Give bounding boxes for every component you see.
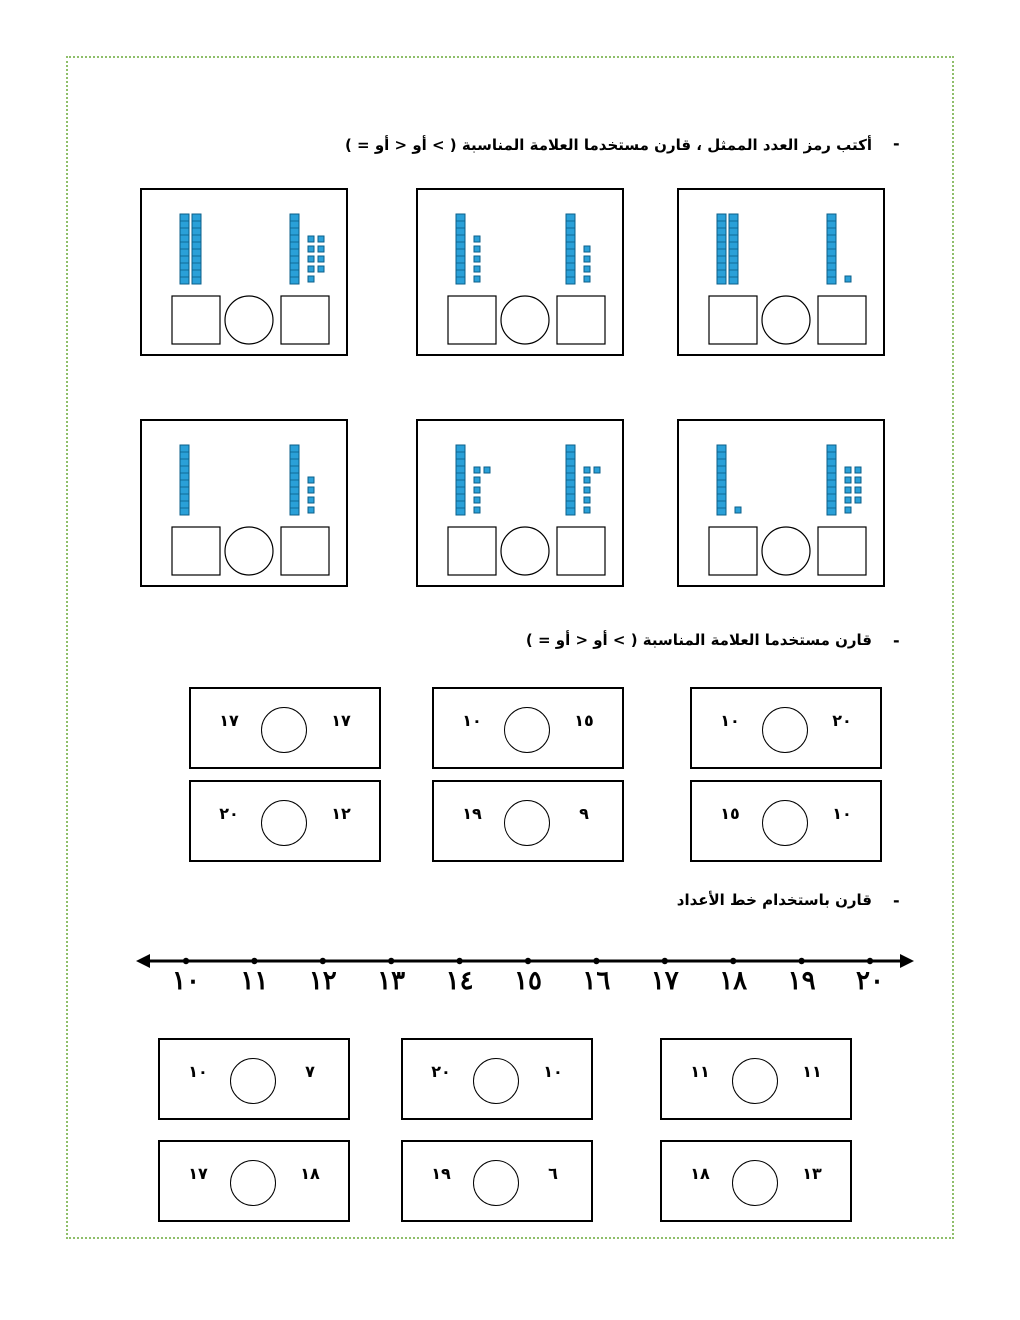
unit-cube [484, 467, 490, 473]
compare-left-number: ١٠ [188, 1062, 208, 1081]
unit-cube [474, 266, 480, 272]
right-arrow-head [900, 954, 914, 968]
compare-left-number: ٢٠ [431, 1062, 451, 1081]
unit-cube [584, 266, 590, 272]
unit-cube [474, 497, 480, 503]
unit-cube [308, 507, 314, 513]
answer-circle[interactable] [261, 800, 307, 846]
answer-box-right [818, 527, 866, 575]
block-card [140, 188, 348, 356]
block-card [677, 188, 885, 356]
bullet-dash: - [893, 631, 900, 650]
block-card [140, 419, 348, 587]
compare-box [660, 1038, 852, 1120]
answer-box-right [557, 296, 605, 344]
answer-box-left [172, 296, 220, 344]
answer-box-right [557, 527, 605, 575]
compare-left-number: ١٧ [188, 1164, 208, 1183]
unit-cube [855, 497, 861, 503]
answer-circle[interactable] [762, 800, 808, 846]
answer-circle[interactable] [732, 1160, 778, 1206]
compare-left-number: ١٨ [690, 1164, 710, 1183]
unit-cube [474, 276, 480, 282]
left-arrow-head [136, 954, 150, 968]
compare-box [690, 687, 882, 769]
unit-cube [584, 276, 590, 282]
unit-cube [308, 246, 314, 252]
ten-rod [717, 214, 726, 284]
number-line-label: ٢٠ [856, 966, 884, 996]
unit-cube [584, 477, 590, 483]
number-line-label: ١٥ [514, 966, 542, 996]
compare-right-number: ١٥ [574, 711, 594, 730]
unit-cube [318, 246, 324, 252]
answer-circle[interactable] [473, 1058, 519, 1104]
number-line-tick [525, 958, 531, 964]
block-card [416, 188, 624, 356]
answer-circle[interactable] [473, 1160, 519, 1206]
compare-right-number: ١٢ [331, 804, 351, 823]
number-line-tick [183, 958, 189, 964]
unit-cube [584, 467, 590, 473]
answer-circle[interactable] [504, 707, 550, 753]
unit-cube [318, 236, 324, 242]
number-line-label: ١٠ [172, 966, 200, 996]
ten-rod [729, 214, 738, 284]
number-line-tick [320, 958, 326, 964]
compare-right-number: ٧ [305, 1062, 315, 1081]
section3-instruction: قارن باستخدام خط الأعداد [676, 891, 872, 909]
answer-circle [762, 527, 810, 575]
section2-instruction: قارن مستخدما العلامة المناسبة ( > أو < أو = ) [525, 631, 872, 649]
answer-circle [501, 527, 549, 575]
number-line-tick [593, 958, 599, 964]
unit-cube [474, 256, 480, 262]
number-line-label: ١٢ [308, 966, 337, 996]
bullet-dash: - [893, 891, 900, 910]
ten-rod [566, 445, 575, 515]
unit-cube [584, 246, 590, 252]
number-line-label: ١٣ [377, 966, 406, 996]
compare-box [158, 1140, 350, 1222]
unit-cube [474, 467, 480, 473]
ten-rod [180, 214, 189, 284]
unit-cube [308, 236, 314, 242]
compare-box [401, 1038, 593, 1120]
ten-rod [290, 445, 299, 515]
ten-rod [827, 445, 836, 515]
section1-instruction: أكتب رمز العدد الممثل ، قارن مستخدما العلامة المناسبة ( > أو < أو = ) [344, 136, 872, 154]
compare-right-number: ١٠ [832, 804, 852, 823]
unit-cube [308, 497, 314, 503]
compare-right-number: ١٨ [300, 1164, 320, 1183]
answer-circle[interactable] [230, 1058, 276, 1104]
number-line-label: ١٩ [787, 966, 816, 996]
block-card-figure [679, 190, 887, 358]
answer-circle [501, 296, 549, 344]
answer-circle[interactable] [261, 707, 307, 753]
compare-box [690, 780, 882, 862]
compare-right-number: ١٣ [802, 1164, 822, 1183]
number-line-tick [388, 958, 394, 964]
answer-circle [762, 296, 810, 344]
unit-cube [474, 236, 480, 242]
answer-box-right [818, 296, 866, 344]
unit-cube [308, 477, 314, 483]
ten-rod [827, 214, 836, 284]
ten-rod [717, 445, 726, 515]
compare-right-number: ١٧ [331, 711, 351, 730]
answer-circle[interactable] [732, 1058, 778, 1104]
number-line-tick [456, 958, 462, 964]
unit-cube [584, 256, 590, 262]
compare-box [189, 687, 381, 769]
compare-right-number: ١٠ [543, 1062, 563, 1081]
unit-cube [308, 256, 314, 262]
unit-cube [845, 467, 851, 473]
number-line-tick [251, 958, 257, 964]
number-line-label: ١١ [240, 966, 269, 996]
compare-right-number: ١١ [802, 1062, 822, 1081]
unit-cube [474, 487, 480, 493]
unit-cube [308, 487, 314, 493]
answer-box-right [281, 527, 329, 575]
unit-cube [474, 477, 480, 483]
unit-cube [845, 487, 851, 493]
answer-circle [225, 527, 273, 575]
unit-cube [318, 266, 324, 272]
answer-box-right [281, 296, 329, 344]
block-card-figure [679, 421, 887, 589]
compare-left-number: ١٠ [462, 711, 482, 730]
ten-rod [192, 214, 201, 284]
answer-box-left [709, 527, 757, 575]
compare-right-number: ٩ [579, 804, 589, 823]
answer-circle [225, 296, 273, 344]
answer-box-left [709, 296, 757, 344]
block-card [416, 419, 624, 587]
unit-cube [855, 467, 861, 473]
number-line-label: ١٦ [582, 966, 611, 996]
number-line-tick [662, 958, 668, 964]
answer-box-left [448, 296, 496, 344]
unit-cube [845, 477, 851, 483]
block-card-figure [418, 421, 626, 589]
block-card-figure [142, 421, 350, 589]
unit-cube [584, 487, 590, 493]
unit-cube [855, 477, 861, 483]
compare-left-number: ١٩ [431, 1164, 451, 1183]
compare-right-number: ٦ [548, 1164, 558, 1183]
compare-left-number: ٢٠ [219, 804, 239, 823]
unit-cube [318, 256, 324, 262]
answer-box-left [448, 527, 496, 575]
number-line-tick [798, 958, 804, 964]
compare-right-number: ٢٠ [832, 711, 852, 730]
unit-cube [594, 467, 600, 473]
block-card [677, 419, 885, 587]
number-line-tick [730, 958, 736, 964]
unit-cube [584, 497, 590, 503]
compare-box [660, 1140, 852, 1222]
number-line-label: ١٧ [650, 966, 679, 996]
ten-rod [566, 214, 575, 284]
answer-circle[interactable] [504, 800, 550, 846]
block-card-figure [142, 190, 350, 358]
compare-box [158, 1038, 350, 1120]
answer-box-left [172, 527, 220, 575]
number-line-tick [867, 958, 873, 964]
compare-left-number: ١٩ [462, 804, 482, 823]
ten-rod [456, 445, 465, 515]
unit-cube [584, 507, 590, 513]
answer-circle[interactable] [762, 707, 808, 753]
compare-left-number: ١٠ [720, 711, 740, 730]
compare-left-number: ١٥ [720, 804, 740, 823]
number-line-label: ١٨ [719, 966, 748, 996]
unit-cube [308, 276, 314, 282]
unit-cube [845, 276, 851, 282]
compare-left-number: ١١ [690, 1062, 710, 1081]
number-line-label: ١٤ [445, 966, 474, 996]
unit-cube [308, 266, 314, 272]
compare-left-number: ١٧ [219, 711, 239, 730]
unit-cube [735, 507, 741, 513]
unit-cube [474, 507, 480, 513]
compare-box [432, 687, 624, 769]
answer-circle[interactable] [230, 1160, 276, 1206]
unit-cube [855, 487, 861, 493]
ten-rod [456, 214, 465, 284]
ten-rod [290, 214, 299, 284]
bullet-dash: - [893, 134, 900, 153]
unit-cube [845, 507, 851, 513]
compare-box [401, 1140, 593, 1222]
unit-cube [845, 497, 851, 503]
unit-cube [474, 246, 480, 252]
compare-box [189, 780, 381, 862]
compare-box [432, 780, 624, 862]
ten-rod [180, 445, 189, 515]
block-card-figure [418, 190, 626, 358]
